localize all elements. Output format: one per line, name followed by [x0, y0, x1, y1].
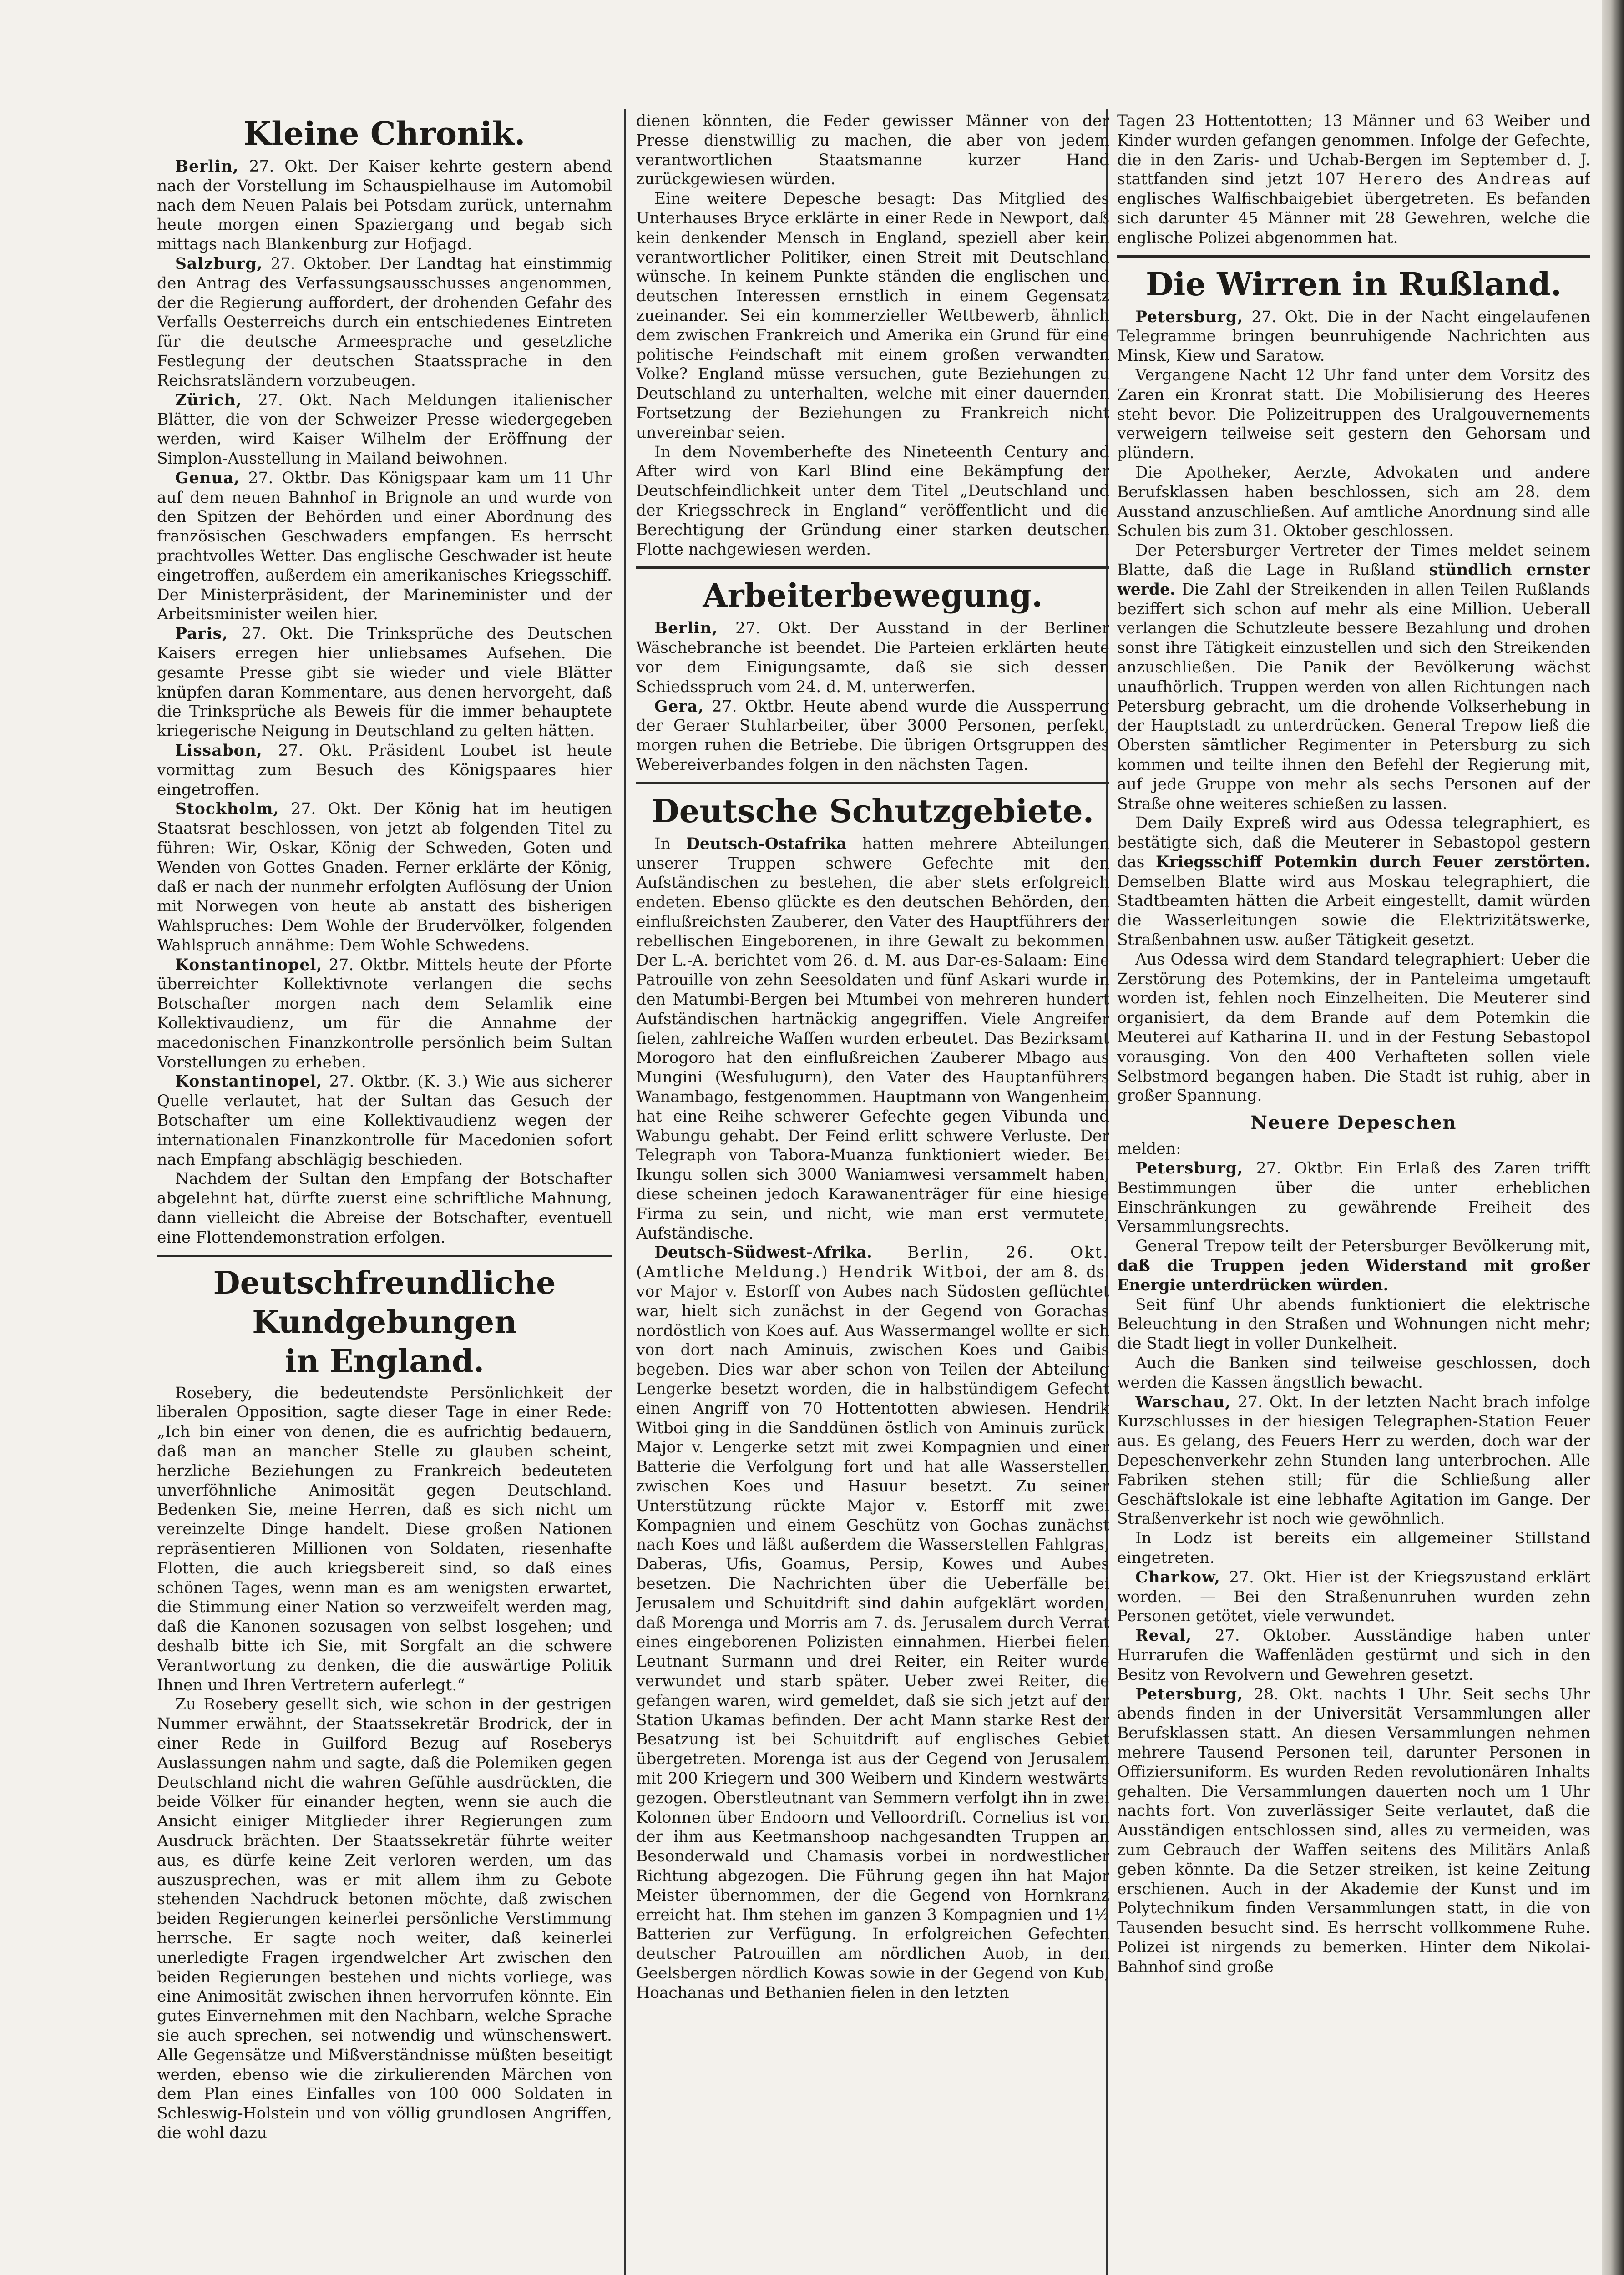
- news-paragraph: Deutsch-Südwest-Afrika. Berlin, 26. Okt. (Amtliche Meldung.) Hendrik Witboi, der am 8. ds. vor Major v. Estorff von Aubes nach Südosten geflüchtet war, hielt sich zunächst in der Gegend von Gorachas nordöstlich von Koes auf. Aus Wassermangel wollte er sich von dort nach Aminuis, zwischen Koes und Gaibis begeben. Dies war aber schon von Teilen der Abteilung Lengerke besetzt worden, die in halbstündigem Gefecht einen Angriff von 70 Hottentotten abwiesen. Hendrik Witboi ging in die Sanddünen östlich von Aminuis zurück. Major v. Lengerke setzt mit zwei Kompagnien und einer Batterie die Verfolgung fort und hat alle Wasserstellen zwischen Koes und Hasuur besetzt. Zu seiner Unterstützung rückte Major v. Estorff mit zwei Kompagnien und einem Geschütz von Gochas zunächst nach Koes und läßt außerdem die Wasserstellen Fahlgras, Daberas, Ufis, Goamus, Persip, Kowes und Aubes besetzen. Die Nachrichten über die Ueberfälle bei Jerusalem und Schuitdrift sind dahin aufgeklärt worden, daß Morenga und Morris am 7. ds. Jerusalem durch Verrat eines eingeborenen Polizisten einnahmen. Hierbei fielen Leutnant Surmann und drei Reiter, ein Reiter wurde verwundet und starb später. Ueber zwei Reiter, die gefangen waren, wird gemeldet, daß sie sich jetzt auf der Station Ukamas befinden. Der acht Mann starke Rest der Besatzung ist bei Schuitdrift auf englisches Gebiet übergetreten. Morenga ist aus der Gegend von Jerusalem mit 200 Kriegern und 300 Weibern und Kindern westwärts gezogen. Oberstleutnant van Semmern verfolgt ihn in zwei Kolonnen über Endoorn und Velloordrift. Cornelius ist von der ihm aus Keetmanshoop nachgesandten Truppen an Besonderwald und Chamasis vorbei in nordwestlicher Richtung abgezogen. Die Führung gegen ihn hat Major Meister übernommen, der die Gegend von Hornkranz erreicht hat. Ihm stehen im ganzen 3 Kompagnien und 1½ Batterien zur Verfügung. In erfolgreichen Gefechten deutscher Patrouillen am nördlichen Auob, in den Geelsbergen nördlich Kowas sowie in der Gegend von Kub, Hoachanas und Bethanien fielen in den letzten: [636, 1244, 1109, 2002]
- headline-wirren-in-russland: Die Wirren in Rußland.: [1146, 265, 1562, 303]
- news-paragraph: Rosebery, die bedeutendste Persönlichkeit der liberalen Opposition, sagte dieser Tage in einer Rede: „Ich bin einer von denen, die es aufrichtig bedauern, daß man an mancher Stelle zu glauben scheint, herzliche Beziehungen zu Frankreich bedeuteten unverföhnliche Animosität gegen Deutschland. Bedenken Sie, meine Herren, daß es sich nicht um vereinzelte Dinge handelt. Diese großen Nationen repräsentieren Millionen von Soldaten, riesenhafte Flotten, die auch kriegsbereit sind, so daß eines schönen Tages, wenn man es am wenigsten erwartet, die Stimmung einer Nation so verzweifelt werden mag, daß die Kanonen sozusagen von selbst losgehen; und deshalb bitte ich Sie, mit Sorgfalt an die schwere Verantwortung zu denken, die die auswärtige Politik Ihnen und Ihren Vertretern auferlegt.“: [157, 1384, 612, 1694]
- news-paragraph: In Lodz ist bereits ein allgemeiner Stillstand eingetreten.: [1117, 1529, 1590, 1567]
- headline-arbeiterbewegung: Arbeiterbewegung.: [703, 576, 1043, 615]
- dateline: Paris,: [175, 625, 228, 643]
- headline-deutschfreundliche: Deutschfreundliche Kundgebungen in England.: [213, 1264, 556, 1380]
- news-item: Gera, 27. Oktbr. Heute abend wurde die Aussperrung der Geraer Stuhlarbeiter, über 3000 Personen, perfekt, morgen ruhen die Betriebe. Die übrigen Ortsgruppen des Webereiverbandes folgen in den nächsten Tagen.: [636, 697, 1109, 774]
- news-paragraph-continued: Tagen 23 Hottentotten; 13 Männer und 63 Weiber und Kinder wurden gefangen genommen. Infolge der Gefechte, die in den Zaris- und Uchab-Bergen im September d. J. stattfanden sind jetzt 107 Herero des Andreas auf englisches Walfischbaigebiet übergetreten. Es befanden sich darunter 45 Männer mit 28 Gewehren, welche die englische Polizei abgenommen hat.: [1117, 112, 1590, 247]
- section-divider: [636, 566, 1109, 569]
- news-paragraph-continued: dienen könnten, die Feder gewisser Männer von der Presse dienstwillig zu machen, die aber von jedem verantwortlichen Staatsmanne kurzer Hand zurückgewiesen würden.: [636, 112, 1109, 189]
- news-paragraph: Zu Rosebery gesellt sich, wie schon in der gestrigen Nummer erwähnt, der Staatssekretär Brodrick, der in einer Rede in Guilford Bezug auf Roseberys Auslassungen nahm und sagte, daß die Polemiken gegen Deutschland nicht die wahren Gefühle ausdrückten, die beide Völker für einander hegten, wenn sie auch die Ansicht einiger Mitglieder ihrer Regierungen zum Ausdruck brächten. Der Staatssekretär führte weiter aus, es dürfe keine Zeit verloren werden, um das auszusprechen, was er mit allem ihm zu Gebote stehenden Nachdruck betonen möchte, daß zwischen beiden Regierungen keinerlei persönliche Verstimmung herrsche. Er sagte noch weiter, daß keinerlei unerledigte Fragen irgendwelcher Art zwischen den beiden Regierungen bestehen und nichts vorliege, was eine Animosität zwischen ihnen hervorrufen könnte. Ein gutes Einvernehmen mit den Nachbarn, welche Sprache sie auch sprechen, sei notwendig und wünschenswert. Alle Gegensätze und Mißverständnisse müßten beseitigt werden, ebenso wie die zirkulierenden Märchen von dem Plan eines Einfalles von 100 000 Soldaten in Schleswig-Holstein und von völlig grundlosen Angriffen, die wohl dazu: [157, 1695, 612, 2142]
- dateline: Lissabon,: [175, 741, 263, 760]
- news-item: Zürich, 27. Okt. Nach Meldungen italienischer Blätter, die von der Schweizer Presse wiedergegeben werden, wird Kaiser Wilhelm der Eröffnung der Simplon-Ausstellung in Mailand beiwohnen.: [157, 391, 612, 468]
- news-item: Paris, 27. Okt. Die Trinksprüche des Deutschen Kaisers erregen hier unliebsames Aufsehen. Die gesamte Presse gibt sie wieder und viele Blätter knüpfen daran Kommentare, aus denen hervorgeht, daß die Trinksprüche als Beweis für die immer behauptete kriegerische Neigung in Deutschland zu gelten hätten.: [157, 625, 612, 741]
- news-paragraph: Seit fünf Uhr abends funktioniert die elektrische Beleuchtung in den Straßen und Wohnungen nicht mehr; die Stadt liegt in voller Dunkelheit.: [1117, 1295, 1590, 1353]
- section-divider: [1117, 255, 1590, 258]
- person-name: Hendrik Witboi: [838, 1263, 983, 1282]
- news-paragraph: Aus Odessa wird dem Standard telegraphiert: Ueber die Zerstörung des Potemkins, der in Panteleima umgetauft worden ist, fehlen noch Einzelheiten. Die Meuterer sind organisiert, da dem Brande auf dem Potemkin die Meuterei auf Katharina II. und in der Festung Sebastopol vorausging. Von den 400 Verhafteten sollen viele Selbstmord begangen haben. Die Stadt ist ruhig, aber in großer Spannung.: [1117, 950, 1590, 1105]
- news-item: Stockholm, 27. Okt. Der König hat im heutigen Staatsrat beschlossen, von jetzt ab folgenden Titel zu führen: Wir, Oskar, König der Schweden, Goten und Wenden von Gottes Gnaden. Ferner erklärte der König, daß er nach der nunmehr erfolgten Auflösung der Union mit Norwegen von heute ab anstatt des bisherigen Wahlspruches: Dem Wohle der Brudervölker, folgenden Wahlspruch annähme: Dem Wohle Schwedens.: [157, 800, 612, 955]
- news-paragraph: Dem Daily Expreß wird aus Odessa telegraphiert, es bestätigte sich, daß die Meuterer in Sebastopol gestern das Kriegsschiff Potemkin durch Feuer zerstörten. Demselben Blatte wird aus Moskau telegraphiert, die Stadtbeamten hätten die Arbeit eingestellt, damit würden die Wasserleitungen sowie die Elektrizitätswerke, Straßenbahnen usw. außer Tätigkeit gesetzt.: [1117, 814, 1590, 950]
- region-name: Deutsch-Ostafrika: [686, 834, 847, 853]
- news-paragraph: melden:: [1117, 1140, 1181, 1158]
- article-kleine-chronik: [157, 111, 612, 1248]
- section-divider: [636, 782, 1109, 784]
- dateline: Petersburg,: [1135, 1159, 1243, 1178]
- dateline: Charkow,: [1135, 1568, 1220, 1587]
- article-arbeiterbewegung: [636, 573, 1109, 774]
- dateline: Genua,: [175, 469, 240, 487]
- dateline: Berlin,: [654, 619, 718, 638]
- news-paragraph: Nachdem der Sultan den Empfang der Botschafter abgelehnt hat, dürfte zuerst eine schriftliche Mahnung, dann vielleicht die Abreise der Botschafter, eventuell eine Flottendemonstration erfolgen.: [157, 1170, 612, 1247]
- emphasis: stündlich ernster werde.: [1117, 561, 1590, 599]
- column-3: [1117, 111, 1590, 2275]
- dateline: Salzburg,: [175, 254, 263, 273]
- news-item: Petersburg, 28. Okt. nachts 1 Uhr. Seit sechs Uhr abends finden in der Universität Versammlungen aller Berufsklassen statt. An diesen Versammlungen nehmen mehrere Tausend Personen teil, darunter Personen in Offiziersuniform. Es wurden Reden revolutionären Inhalts gehalten. Die Versammlungen dauerten noch um 1 Uhr nachts fort. Von zuverlässiger Seite verlautet, daß die Ausständigen entschlossen sind, alles zu vermeiden, was zum Gebrauch der Waffen seitens des Militärs Anlaß geben könnte. Da die Setzer streiken, ist keine Zeitung erschienen. Auch in der Akademie der Kunst und im Polytechnikum finden Versammlungen statt, in die von Tausenden besucht sind. Es herrscht vollkommene Ruhe. Polizei ist nirgends zu bemerken. Hinter dem Nikolai-Bahnhof sind große: [1117, 1685, 1590, 1976]
- news-item: Genua, 27. Oktbr. Das Königspaar kam um 11 Uhr auf dem neuen Bahnhof in Brignole an und wurde von den Spitzen der Behörden und einer Abordnung des französischen Geschwaders empfangen. Es herrscht prachtvolles Wetter. Das englische Geschwader ist heute eingetroffen, außerdem ein amerikanisches Kriegsschiff. Der Ministerpräsident, der Marineminister und der Arbeitsminister weilen hier.: [157, 469, 612, 624]
- column-rule-left: [624, 109, 626, 2275]
- headline-kleine-chronik: Kleine Chronik.: [243, 115, 526, 152]
- headline-deutsche-schutzgebiete: Deutsche Schutzgebiete.: [651, 792, 1094, 830]
- article-wirren-in-russland: [1117, 262, 1590, 1106]
- dateline: Gera,: [654, 697, 704, 716]
- news-item: Reval, 27. Oktober. Ausständige haben unter Hurrarufen die Waffenläden gestürmt und sich in den Besitz von Revolvern und Gewehren gesetzt.: [1117, 1627, 1590, 1684]
- dateline: Stockholm,: [175, 800, 279, 819]
- dateline: Warschau,: [1135, 1393, 1231, 1411]
- column-1: [157, 111, 612, 2275]
- dateline: Zürich,: [175, 391, 242, 410]
- dateline: Konstantinopel,: [175, 1072, 323, 1091]
- news-item: Petersburg, 27. Oktbr. Ein Erlaß des Zaren trifft Bestimmungen über die unter erheblichen Einschränkungen zu gewährende Freiheit des Versammlungsrechts.: [1117, 1159, 1590, 1236]
- column-2: [636, 111, 1109, 2275]
- region-name: Deutsch-Südwest-Afrika.: [654, 1244, 872, 1262]
- news-item: Lissabon, 27. Okt. Präsident Loubet ist heute vormittag zum Besuch des Königspaares hier eingetroffen.: [157, 741, 612, 799]
- dateline: Petersburg,: [1135, 308, 1243, 326]
- news-paragraph: Auch die Banken sind teilweise geschlossen, doch werden die Kassen ängstlich bewacht.: [1117, 1354, 1590, 1392]
- article-deutschfreundliche-kundgebungen: [157, 1262, 612, 2143]
- emphasis: Kriegsschiff Potemkin durch Feuer zerstörten.: [1155, 853, 1590, 871]
- news-item: Petersburg, 27. Okt. Die in der Nacht eingelaufenen Telegramme bringen beunruhigende Nachrichten aus Minsk, Kiew und Saratow.: [1117, 308, 1590, 365]
- news-paragraph: Der Petersburger Vertreter der Times meldet seinem Blatte, daß die Lage in Rußland stündlich ernster werde. Die Zahl der Streikenden in allen Teilen Rußlands beziffert sich schon auf mehr als eine Million. Ueberall verlangen die Schutzleute bessere Bezahlung und drohen sonst ihre Tätigkeit einzustellen und sich den Streikenden anzuschließen. Die Panik der Bevölkerung wächst unaufhörlich. Truppen werden von allen Richtungen nach Petersburg gebracht, um die drohende Volkserhebung in der Hauptstadt zu unterdrücken. General Trepow ließ die Obersten sämtlicher Regimenter in Petersburg zu sich kommen und teilte ihnen den Befehl der Regierung mit, auf jede Gruppe von mehr als sechs Personen auf der Straße ohne weiteres schießen zu lassen.: [1117, 541, 1590, 813]
- dateline: Berlin,: [175, 157, 239, 176]
- news-paragraph: In dem Novemberhefte des Nineteenth Century and After wird von Karl Blind eine Bekämpfung der Deutschfeindlichkeit unter dem Titel „Deutschland und der Kriegsschreck in England“ veröffentlicht und die Berechtigung der Gründung einer starken deutschen Flotte nachgewiesen werden.: [636, 443, 1109, 559]
- section-divider: [157, 1255, 612, 1257]
- news-item: Charkow, 27. Okt. Hier ist der Kriegszustand erklärt worden. — Bei den Straßenunruhen wurden zehn Personen getötet, viele verwundet.: [1117, 1568, 1590, 1626]
- news-item: Salzburg, 27. Oktober. Der Landtag hat einstimmig den Antrag des Verfassungsausschusses angenommen, der die Regierung auffordert, der drohenden Gefahr des Verfalls Oesterreichs durch ein entschiedenes Eintreten für die deutsche Armeesprache und gesetzliche Festlegung der deutschen Staatssprache in den Reichsratsländern vorzubeugen.: [157, 254, 612, 390]
- news-paragraph: Eine weitere Depesche besagt: Das Mitglied des Unterhauses Bryce erklärte in einer Rede in Newport, daß kein denkender Mensch in England, speziell aber kein verantwortlicher Politiker, einen Streit mit Deutschland wünsche. In keinem Punkte ständen die englischen und deutschen Interessen ernstlich in einem Gegensatz zueinander. Sei ein kommerzieller Wettbewerb, ähnlich dem zwischen Frankreich und Amerika ein Grund für eine politische Feindschaft mit einem großen verwandten Volke? England müsse versuchen, gute Beziehungen zu Deutschland zu unterhalten, welche mit einer dauernden Fortsetzung der Beziehungen zu Frankreich nicht unvereinbar seien.: [636, 190, 1109, 442]
- page-edge-shadow: [1602, 0, 1624, 2275]
- subheadline-neuere-depeschen: Neuere Depeschen: [1250, 1112, 1457, 1134]
- news-item: Konstantinopel, 27. Oktbr. Mittels heute der Pforte überreichter Kollektivnote verlangen die sechs Botschafter morgen nach dem Selamlik eine Kollektivaudienz, um für die Annahme der macedonischen Finanzkontrolle persönlich beim Sultan Vorstellungen zu erheben.: [157, 956, 612, 1072]
- news-paragraph: General Trepow teilt der Petersburger Bevölkerung mit, daß die Truppen jeden Widerstand mit großer Energie unterdrücken würden.: [1117, 1237, 1590, 1294]
- article-deutsche-schutzgebiete: [636, 789, 1109, 2003]
- news-paragraph: Vergangene Nacht 12 Uhr fand unter dem Vorsitz des Zaren ein Kronrat statt. Die Mobilisierung des Heeres steht bevor. Die Polizeitruppen des Uralgouvernements verweigern teilweise seit gestern den Gehorsam und plündern.: [1117, 366, 1590, 463]
- news-item: Konstantinopel, 27. Oktbr. (K. 3.) Wie aus sicherer Quelle verlautet, hat der Sultan das Gesuch der Botschafter um eine Kollektivaudienz wegen der internationalen Finanzkontrolle für Macedonien sofort nach Empfang abschlägig beschieden.: [157, 1072, 612, 1169]
- emphasis: daß die Truppen jeden Widerstand mit großer Energie unterdrücken würden.: [1117, 1257, 1590, 1294]
- news-item: Berlin, 27. Okt. Der Kaiser kehrte gestern abend nach der Vorstellung im Schauspielhause im Automobil nach dem Neuen Palais bei Potsdam zurück, unternahm heute morgen einen Spaziergang und begab sich mittags nach Blankenburg zur Hofjagd.: [157, 157, 612, 254]
- article-neuere-depeschen: [1117, 1112, 1590, 1977]
- news-paragraph: In Deutsch-Ostafrika hatten mehrere Abteilungen unserer Truppen schwere Gefechte mit den Aufständischen zu bestehen, die aber stets erfolgreich endeten. Ebenso glückte es den deutschen Behörden, den einflußreichsten Zauberer, den Vater des Hauptführers der rebellischen Eingeborenen, in ihre Gewalt zu bekommen. Der L.-A. berichtet vom 26. d. M. aus Dar-es-Salaam: Eine Patrouille von zehn Seesoldaten und fünf Askari wurde in den Matumbi-Bergen bei Mtumbei von mehreren hundert Aufständischen hartnäckig angegriffen. Viele Angreifer fielen, zahlreiche Waffen wurden erbeutet. Das Bezirksamt Morogoro hat den einflußreichen Zauberer Mbago aus Mungini (Wesfulugurn), den Vater des Hauptanführers Wanambago, festgenommen. Hauptmann von Wangenheim hat eine Reihe schwerer Gefechte gegen Vibunda und Wabungu gehabt. Der Feind erlitt schwere Verluste. Der Telegraph von Tabora-Muanza funktioniert wieder. Bei Ikungu sollen sich 3000 Waniamwesi versammelt haben, diese scheinen jedoch Karawanenträger für eine hiesige Firma zu sein, und nicht, wie man erst vermutete, Aufständische.: [636, 834, 1109, 1243]
- dateline: Konstantinopel,: [175, 956, 323, 974]
- news-item: Warschau, 27. Okt. In der letzten Nacht brach infolge Kurzschlusses in der hiesigen Telegraphen-Station Feuer aus. Es gelang, des Feuers Herr zu werden, doch war der Depeschenverkehr zehn Stunden lang unterbrochen. Alle Fabriken stehen still; für die Schließung aller Geschäftslokale ist eine lebhafte Agitation im Gange. Der Straßenverkehr ist noch wie gewöhnlich.: [1117, 1393, 1590, 1528]
- news-paragraph: Die Apotheker, Aerzte, Advokaten und andere Berufsklassen haben beschlossen, sich am 28. dem Ausstand anzuschließen. Auf amtliche Anordnung sind alle Schulen bis zum 31. Oktober geschlossen.: [1117, 463, 1590, 541]
- news-item: Berlin, 27. Okt. Der Ausstand in der Berliner Wäschebranche ist beendet. Die Parteien erklärten heute vor dem Einigungsamte, daß sie sich dessen Schiedsspruch vom 24. d. M. unterwerfen.: [636, 619, 1109, 696]
- dateline: Petersburg,: [1135, 1685, 1243, 1704]
- dateline: Reval,: [1135, 1627, 1192, 1645]
